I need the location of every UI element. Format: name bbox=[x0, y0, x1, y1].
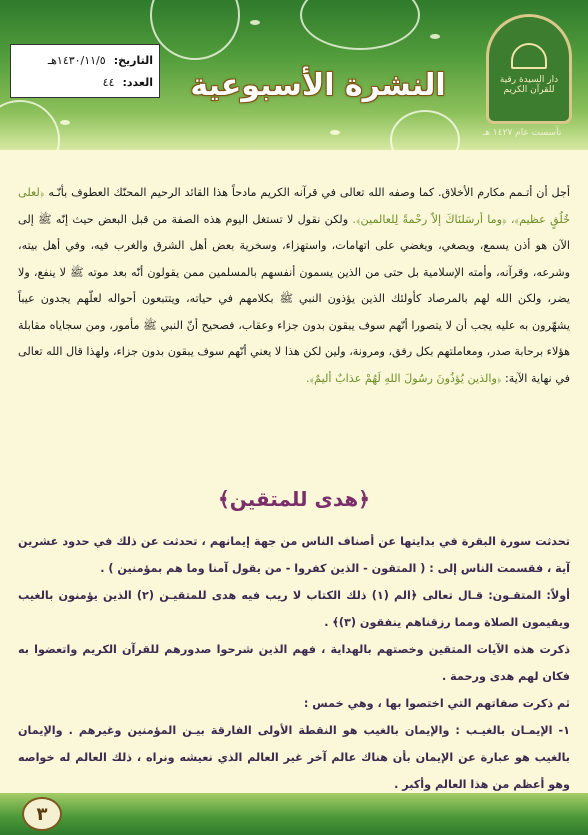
section-paragraph: ذكرت هذه الآيات المتقين وخصتهم بالهداية ، فهم الذين شرحوا صدورهم للقرآن الكريم واتعضوا به فكان لهم هدى ورحمة . bbox=[18, 643, 570, 683]
issue-label: العدد: bbox=[122, 75, 153, 89]
page-number: ٣ bbox=[22, 797, 62, 831]
section-paragraph: ثم ذكرت صفاتهم التي اختصوا بها ، وهي خمس : bbox=[303, 697, 570, 710]
vine-ornament bbox=[300, 0, 420, 50]
article-text-a: أجل أن أتـمم مكارم الأخلاق. كما وصفه الله تعالى في قرآنه الكريم مادحاً هذا القائد الرحيم المحنّك العطوف بأنّـه bbox=[44, 186, 570, 199]
footer-banner bbox=[0, 793, 588, 835]
section-heading: ﴿هدى للمتقين﴾ bbox=[218, 487, 370, 511]
leaf-ornament bbox=[330, 130, 340, 135]
quran-verse-2: ﴿والذين يُؤذُونَ رسُولَ اللهِ لَهُمْ عذابٌ أليمٌ﴾. bbox=[306, 371, 502, 385]
issue-value: ٤٤ bbox=[102, 75, 115, 89]
section-paragraph: تحدثت سورة البقرة في بدايتها عن أصناف الناس من جهة إيمانهم ، تحدثت عن ذلك في حدود عشرين آية ، فقسمت الناس إلى : ( المتقون - الذين كفروا - من يقول آمنا وما هم بمؤمنين ) . bbox=[18, 535, 570, 575]
logo-text: دار السيدة رقية للقرآن الكريم bbox=[499, 75, 559, 95]
leaf-ornament bbox=[250, 20, 260, 25]
logo bbox=[486, 14, 572, 124]
logo-founded-text: تأسست عام ١٤٢٧ هـ bbox=[482, 128, 562, 138]
leaf-ornament bbox=[430, 34, 440, 39]
article-text-b: ولكن نقول لا تستغل اليوم هذه الصفة من قبل البعض حيث إنّه ﷺ إلى الآن هو أذن يسمع، ويصغي، ويغضي على اتهامات، واستهزاء، وسخرية بعض أهل الشرق والغرب فيه، وفي أهل بيته، وشرعه، وقرآنه، وأمته الإسلامية بل حتى من الذين يسمون أنفسهم بالمسلمين ممن يقولون أنّه بعد موته ﷺ لا ينفع، ولا يضر، ولكن الله لهم بالمرصاد كأولئك الذين يؤذون النبي ﷺ بكلامهم في حياته، ويتتبعون أحواله لعلّهم يجدون عيباً يشهّرون به عليه يجب أن لا يتصورا أنّهم سوف يبقون بدون جزاء وعقاب، فصحيح أنّ النبي ﷺ مأمور، ومن سجاياه مقابلة هؤلاء برحابة صدر، ومعاملتهم بكل رفق، ومرونة، ولين لكن هذا لا يعني أنّهم سوف يبقون بدون جزاء، ولهذا قال الله تعالى في نهاية الآية: bbox=[18, 212, 570, 385]
date-value: ١٤٣٠/١١/٥هـ bbox=[47, 53, 106, 67]
header-banner bbox=[0, 0, 588, 150]
quran-verse-1: ﴿لعلى خُلُقٍ عظيم﴾، ﴿وما أرسَلنَاكَ إلاّ رحْمةً لِلعالمين﴾. bbox=[18, 186, 570, 226]
page-title: النشرة الأسبوعية bbox=[190, 68, 446, 103]
date-label: التاريخ: bbox=[113, 53, 153, 67]
section-body bbox=[18, 528, 570, 798]
section-paragraph: ١- الإيمـان بالغيـب : والإيمان بالغيب هو النقطة الأولى الفارقة بيـن المؤمنين وغيرهم . والإيمان بالغيب هو عبارة عن الإيمان بأن هناك عالم آخر غير العالم الذي نعيشه ونراه ، ذلك العالم له خواصه وهو أعظم من هذا العالم وأكبر . bbox=[18, 724, 570, 791]
section-paragraph: أولاً: المتقـون: قـال تعالى ﴿الم (١) ذلك الكتاب لا ريب فيه هدى للمتقيـن (٢) الذين يؤمنون بالغيب ويقيمون الصلاة ومما رزقناهم ينفقون (٣)﴾ . bbox=[18, 589, 570, 629]
article-paragraph bbox=[18, 180, 570, 392]
date-issue-box bbox=[10, 44, 160, 98]
mosque-dome-icon bbox=[511, 43, 547, 69]
vine-ornament bbox=[390, 110, 460, 150]
vine-ornament bbox=[0, 100, 60, 150]
vine-ornament bbox=[150, 0, 240, 60]
leaf-ornament bbox=[60, 120, 70, 125]
